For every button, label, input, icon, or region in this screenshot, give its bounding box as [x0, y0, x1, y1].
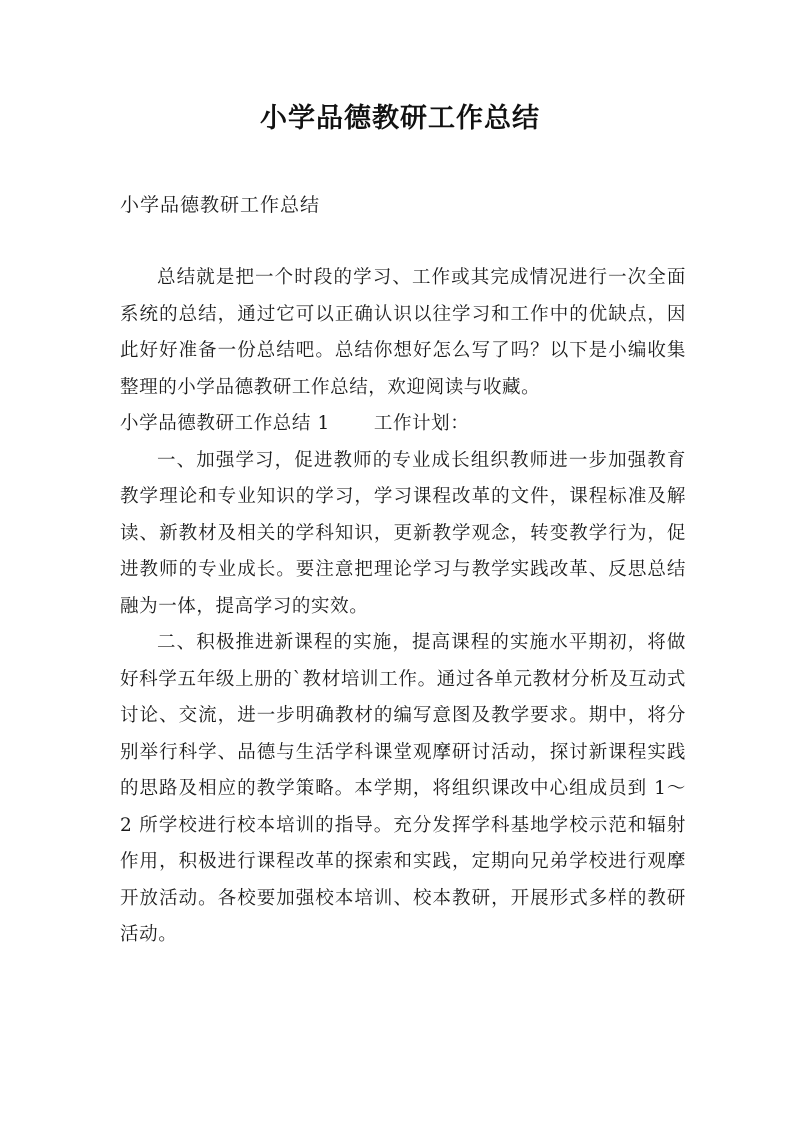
- document-body: [120, 260, 686, 954]
- document-title: 小学品德教研工作总结: [260, 103, 540, 134]
- document-subtitle: 小学品德教研工作总结: [120, 194, 321, 216]
- item-two-paragraph: 二、积极推进新课程的实施，提高课程的实施水平期初，将做好科学五年级上册的`教材培训工作。通过各单元教材分析及互动式讨论、交流，进一步明确教材的编写意图及教学要求。期中，将分别举行科学、品德与生活学科课堂观摩研讨活动，探讨新课程实践的思路及相应的教学策略。本学期，将组织课改中心组成员到 1～2 所学校进行校本培训的指导。充分发挥学科基地学校示范和辐射作用，积极进行课程改革的探索和实践，定期向兄弟学校进行观摩开放活动。各校要加强校本培训、校本教研，开展形式多样的教研活动。: [120, 632, 686, 945]
- section-label: 工作计划：: [373, 413, 470, 434]
- item-one-paragraph: 一、加强学习，促进教师的专业成长组织教师进一步加强教育教学理论和专业知识的学习，学习课程改革的文件，课程标准及解读、新教材及相关的学科知识，更新教学观念，转变教学行为，促进教师的专业成长。要注意把理论学习与教学实践改革、反思总结融为一体，提高学习的实效。: [120, 449, 686, 617]
- section-heading-line: [120, 406, 686, 443]
- intro-paragraph: 总结就是把一个时段的学习、工作或其完成情况进行一次全面系统的总结，通过它可以正确认识以往学习和工作中的优缺点，因此好好准备一份总结吧。总结你想好怎么写了吗？以下是小编收集整理的小学品德教研工作总结，欢迎阅读与收藏。: [120, 267, 686, 398]
- section-heading: 小学品德教研工作总结 1: [120, 413, 330, 434]
